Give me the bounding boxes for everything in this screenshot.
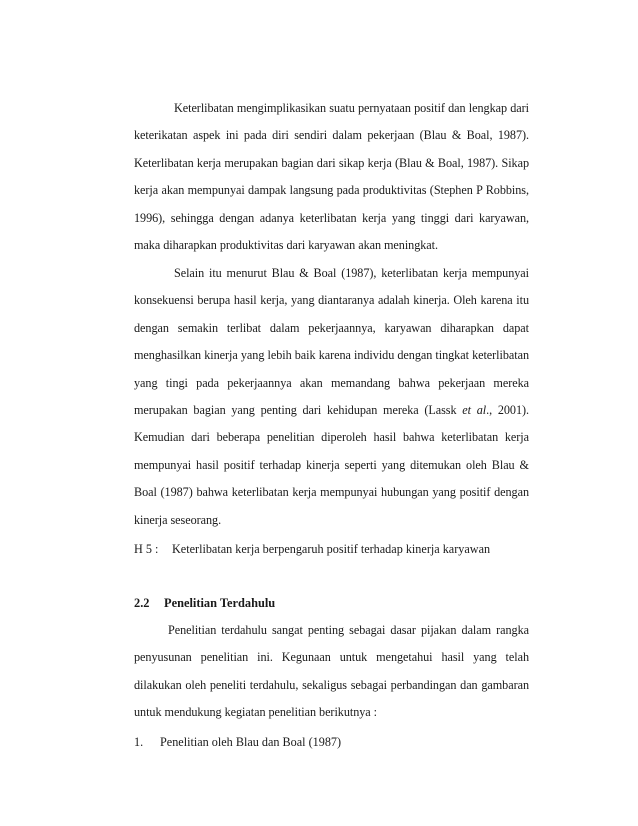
paragraph-text: [134, 95, 529, 259]
hypothesis-text: Keterlibatan kerja berpengaruh positif terhadap kinerja karyawan: [172, 542, 491, 556]
paragraph-previous-research: [134, 617, 529, 727]
paragraph3-text: Penelitian terdahulu sangat penting sebagai dasar pijakan dalam rangka penyusunan penelitian ini. Kegunaan untuk mengetahui hasil yang telah dilakukan oleh peneliti terdahulu, sekaligus sebagai perbandingan dan gambaran untuk mendukung kegiatan penelitian berikutnya :: [134, 623, 529, 720]
list-item-number: 1.: [134, 735, 144, 749]
section-heading: [134, 596, 529, 611]
paragraph-consequences: [134, 260, 529, 534]
list-item-text: Penelitian oleh Blau dan Boal (1987): [160, 735, 342, 749]
section-number: 2.2: [134, 596, 150, 610]
list-item: [134, 735, 529, 750]
section-title: [134, 596, 529, 611]
hypothesis-line: [134, 541, 529, 557]
section-title-text: Penelitian Terdahulu: [164, 596, 276, 610]
paragraph-text: [134, 617, 529, 727]
paragraph2-text-start: Selain itu menurut Blau & Boal (1987), keterlibatan kerja mempunyai konsekuensi berupa hasil kerja, yang diantaranya adalah kinerja. Oleh karena itu dengan semakin terlibat dalam pekerjaannya, karyawan diharapkan dapat menghasilkan kinerja yang lebih baik karena individu dengan tingkat keterlibatan yang tingi pada pekerjaannya akan memandang bahwa pekerjaan mereka merupakan bagian yang penting dari kehidupan mereka (Lassk: [134, 266, 529, 418]
hypothesis-label: H 5 :: [134, 542, 159, 556]
italic-et-al: et al: [462, 403, 487, 418]
paragraph-text: [134, 260, 529, 534]
hypothesis-h5: [134, 541, 529, 557]
paragraph2-text-end: ., 2001). Kemudian dari beberapa penelitian diperoleh hasil bahwa keterlibatan kerja mempunyai hasil positif terhadap kinerja seperti yang ditemukan oleh Blau & Boal (1987) bahwa keterlibatan kerja mempunyai hubungan yang positif dengan kinerja seseorang.: [134, 403, 530, 527]
paragraph-job-involvement: [134, 95, 529, 259]
research-list: [134, 735, 529, 750]
paragraph1-text: Keterlibatan mengimplikasikan suatu pernyataan positif dan lengkap dari keterikatan aspek ini pada diri sendiri dalam pekerjaan (Blau & Boal, 1987). Keterlibatan kerja merupakan bagian dari sikap kerja (Blau & Boal, 1987). Sikap kerja akan mempunyai dampak langsung pada produktivitas (Stephen P Robbins, 1996), sehingga dengan adanya keterlibatan kerja yang tinggi dari karyawan, maka diharapkan produktivitas dari karyawan akan meningkat.: [134, 101, 529, 253]
